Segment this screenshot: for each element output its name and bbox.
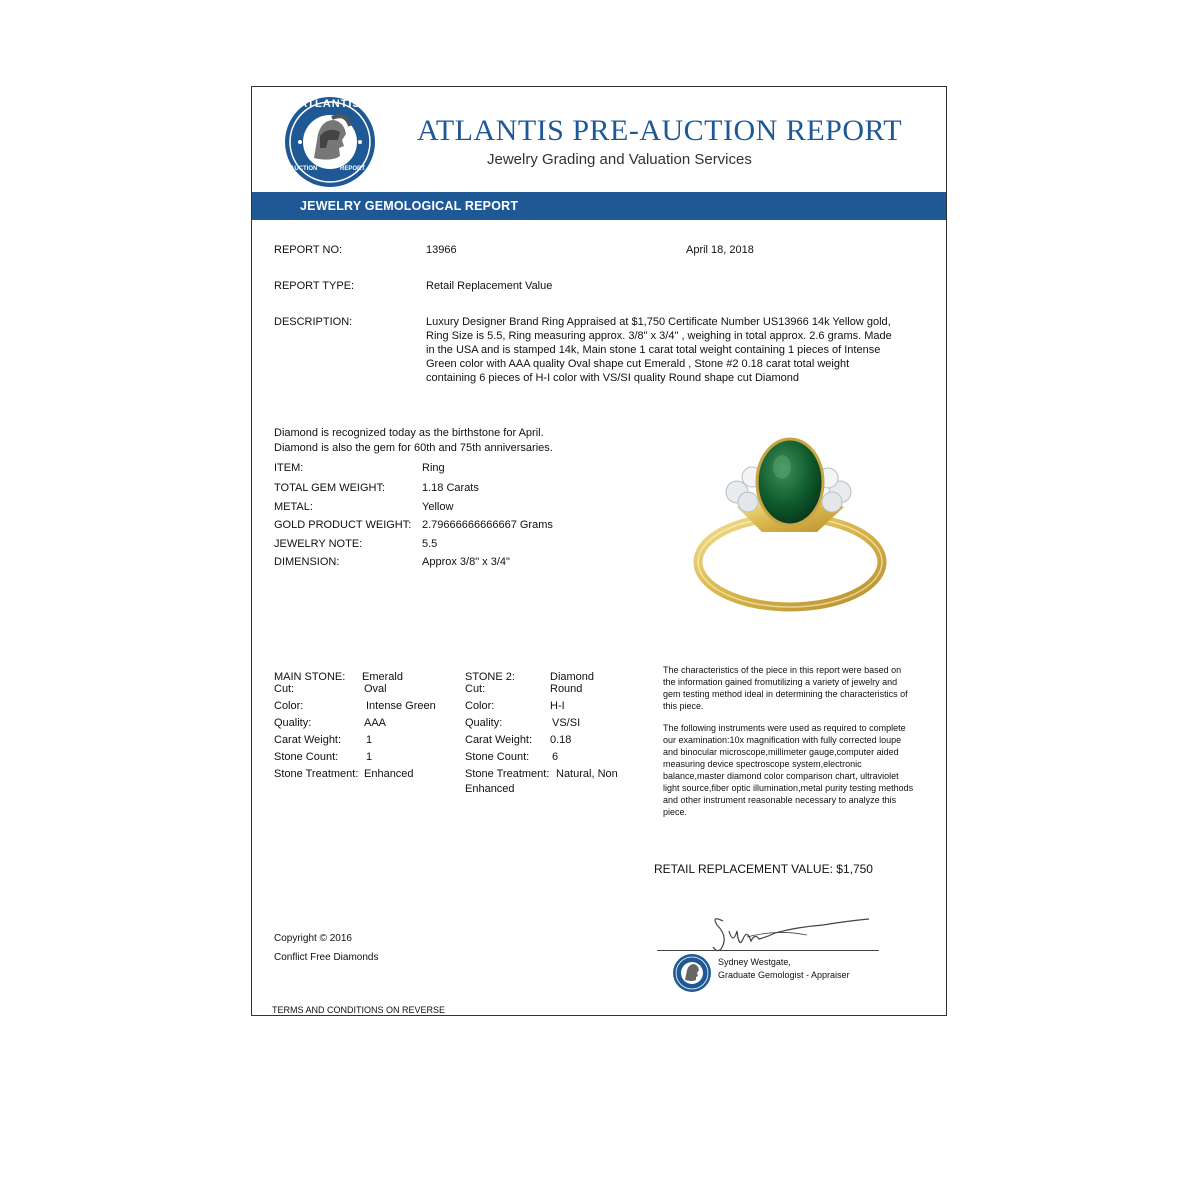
gold-weight-value: 2.79666666666667 Grams	[422, 519, 553, 531]
item-value: Ring	[422, 462, 445, 474]
total-gem-weight-label: TOTAL GEM WEIGHT:	[274, 482, 386, 494]
main-stone-color-label: Color:	[274, 700, 304, 712]
description-label: DESCRIPTION:	[274, 316, 353, 328]
signature-line	[657, 950, 879, 951]
seal-logo	[672, 953, 712, 993]
main-stone-color-value: Intense Green	[366, 700, 436, 712]
main-stone-carat-label: Carat Weight:	[274, 734, 342, 746]
birthstone-line-1: Diamond is recognized today as the birthstone for April.	[274, 427, 544, 439]
stone2-treatment-value-line1: Natural, Non	[556, 768, 618, 780]
logo-text-bottom-left: AUCTION	[290, 166, 318, 172]
report-date: April 18, 2018	[686, 244, 754, 256]
section-bar	[252, 192, 946, 220]
main-stone-quality-label: Quality:	[274, 717, 312, 729]
birthstone-line-2: Diamond is also the gem for 60th and 75th anniversaries.	[274, 442, 553, 454]
stone2-carat-value: 0.18	[550, 734, 572, 746]
report-sheet	[251, 86, 947, 1016]
total-gem-weight-value: 1.18 Carats	[422, 482, 479, 494]
stone2-color-label: Color:	[465, 700, 495, 712]
report-title: ATLANTIS PRE-AUCTION REPORT	[417, 114, 903, 147]
terms-link[interactable]: TERMS AND CONDITIONS ON REVERSE	[272, 1005, 446, 1015]
stone2-label: STONE 2:	[465, 671, 515, 683]
report-type-value: Retail Replacement Value	[426, 280, 553, 292]
metal-label: METAL:	[274, 501, 313, 513]
stone2-color-value: H-I	[550, 700, 565, 712]
stone2-quality-value: VS/SI	[552, 717, 581, 729]
signature-image	[707, 909, 877, 953]
copyright: Copyright © 2016	[274, 933, 352, 944]
main-stone-quality-value: AAA	[364, 717, 387, 729]
section-bar-title: JEWELRY GEMOLOGICAL REPORT	[300, 199, 519, 213]
retail-value: RETAIL REPLACEMENT VALUE: $1,750	[654, 862, 873, 876]
report-no-label: REPORT NO:	[274, 244, 343, 256]
stone2-quality-label: Quality:	[465, 717, 503, 729]
dimension-value: Approx 3/8" x 3/4"	[422, 556, 510, 568]
item-label: ITEM:	[274, 462, 304, 474]
jewelry-note-value: 5.5	[422, 538, 438, 550]
logo-text-top: ATLANTIS	[299, 98, 361, 110]
main-stone-treatment-value: Enhanced	[364, 768, 414, 780]
gold-weight-label: GOLD PRODUCT WEIGHT:	[274, 519, 412, 531]
notes-paragraph-1: The characteristics of the piece in this report were based on the information gained fromutilizing a variety of jewelry and gem testing method ideal in determining the characteristics of this piece.	[663, 665, 908, 711]
stone2-treatment-label: Stone Treatment:	[465, 768, 550, 780]
stone2-count-value: 6	[552, 751, 559, 763]
signer-title: Graduate Gemologist - Appraiser	[718, 970, 850, 980]
report-no-value: 13966	[426, 244, 457, 256]
conflict-free: Conflict Free Diamonds	[274, 952, 379, 963]
main-stone-carat-value: 1	[366, 734, 373, 746]
description-text: Luxury Designer Brand Ring Appraised at $1,750 Certificate Number US13966 14k Yellow gold, Ring Size is 5.5, Ring measuring approx. 3/8" x 3/4" , weighing in total approx. 2.6 grams. Made in the USA and is stamped 14k, Main stone 1 carat total weight containing 1 pieces of Intense Green color with AAA quality Oval shape cut Emerald , Stone #2 0.18 carat total weight containing 6 pieces of H-I color with VS/SI quality Round shape cut Diamond	[426, 316, 892, 384]
ring-image	[682, 412, 912, 642]
report-type-label: REPORT TYPE:	[274, 280, 355, 292]
main-stone-value: Emerald	[362, 671, 403, 683]
report-notes	[663, 664, 915, 828]
main-stone-treatment-label: Stone Treatment:	[274, 768, 359, 780]
metal-value: Yellow	[422, 501, 454, 513]
report-subtitle: Jewelry Grading and Valuation Services	[487, 151, 752, 168]
main-stone-cut-label: Cut:	[274, 683, 295, 695]
main-stone-count-value: 1	[366, 751, 373, 763]
stone2-count-label: Stone Count:	[465, 751, 530, 763]
dimension-label: DIMENSION:	[274, 556, 340, 568]
main-stone-label: MAIN STONE:	[274, 671, 346, 683]
signer-name: Sydney Westgate,	[718, 957, 791, 967]
jewelry-note-label: JEWELRY NOTE:	[274, 538, 363, 550]
stone2-carat-label: Carat Weight:	[465, 734, 533, 746]
main-stone-cut-value: Oval	[364, 683, 387, 695]
stone2-value: Diamond	[550, 671, 595, 683]
notes-paragraph-2: The following instruments were used as required to complete our examination:10x magnification with fully corrected loupe and binocular microscope,millimeter gauge,computer aided measuring device spectroscope system,electronic balance,master diamond color comparison chart, ultraviolet light source,fiber optic illumination,metal purity testing methods and other instrument reasonable necessary to analyze this piece.	[663, 723, 914, 817]
stone2-cut-label: Cut:	[465, 683, 486, 695]
stone2-cut-value: Round	[550, 683, 583, 695]
logo-text-bottom-right: REPORT	[340, 166, 366, 172]
main-stone-count-label: Stone Count:	[274, 751, 339, 763]
stone2-treatment-value-line2: Enhanced	[465, 783, 515, 795]
